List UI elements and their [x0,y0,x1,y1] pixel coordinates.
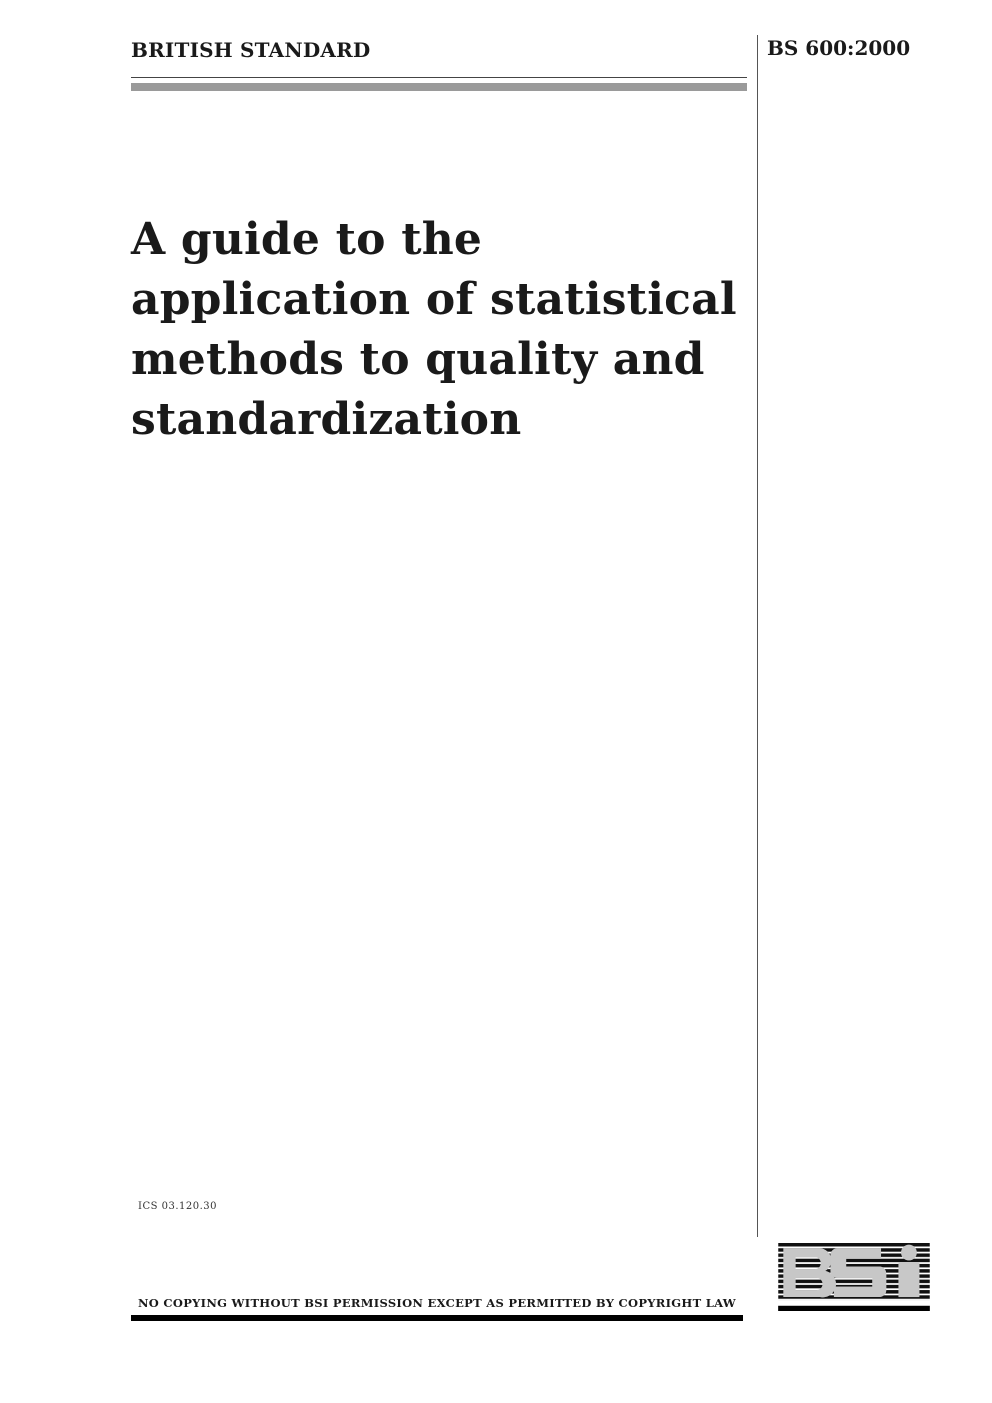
header-rule-gray [131,83,747,91]
bsi-logo-graphic [767,1243,941,1311]
header-rule-thin [131,77,747,78]
ics-code: ICS 03.120.30 [138,1201,218,1212]
standard-type-label: BRITISH STANDARD [131,38,371,62]
document-title: A guide to the application of statistical methods to quality and standardization [131,214,737,445]
vertical-divider [757,35,758,1237]
document-number: BS 600:2000 [767,36,911,60]
copyright-notice: NO COPYING WITHOUT BSI PERMISSION EXCEPT AS PERMITTED BY COPYRIGHT LAW [137,1296,737,1310]
bsi-logo [767,1243,941,1323]
footer-rule [131,1315,743,1321]
